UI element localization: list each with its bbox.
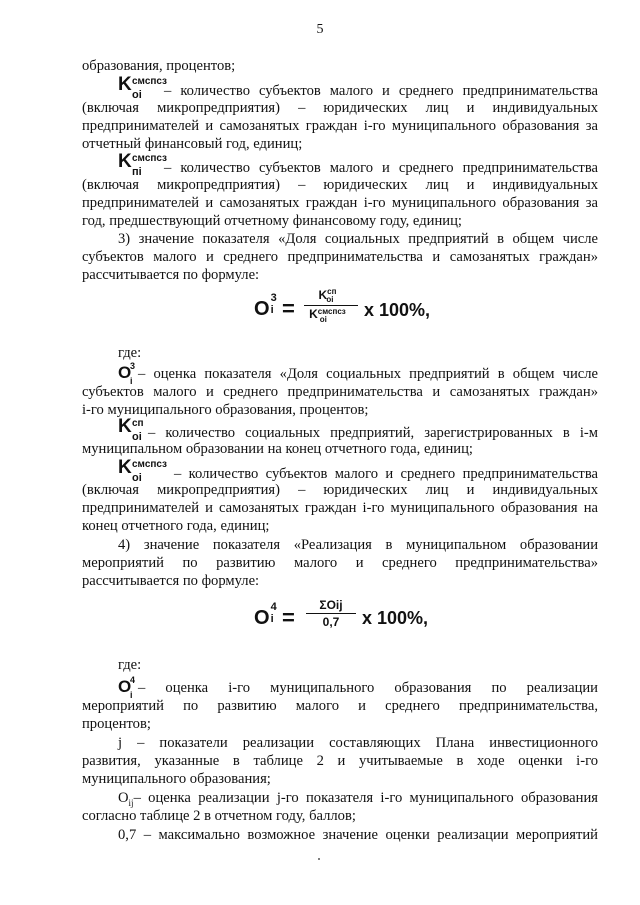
- text-line: $O_{ij}-$ оценка реализации j-го показателя i-го муниципального образования: [118, 790, 598, 808]
- symbol-o-ij: $O_{ij}$: [118, 790, 134, 808]
- text-line: O 3 i – оценка показателя «Доля социальных предприятий в общем числе: [118, 361, 598, 386]
- text-line: развития, указанные в таблице 2 и учитываемые в ходе оценки i-го: [82, 753, 598, 769]
- formula-4-fraction: [306, 598, 356, 629]
- text-line: K сп oi – количество социальных предприятий, зарегистрированных в i-м: [118, 416, 598, 443]
- text-line: муниципальном образовании на конец отчетного года, единиц;: [82, 441, 473, 457]
- formula-3-multiplier: x 100%,: [364, 300, 431, 320]
- formula-3-fraction: [304, 288, 358, 323]
- text-line: где:: [118, 657, 142, 673]
- text-line: (включая микропредприятия) – юридических лиц и индивидуальных: [82, 100, 598, 116]
- text-line: год, предшествующий отчетному финансовому году, единиц;: [82, 213, 462, 229]
- text-line: согласно таблице 2 в отчетном году, баллов;: [82, 808, 356, 824]
- text-line: предпринимателей и самозанятых граждан i-го муниципального образования на: [82, 500, 598, 516]
- text-line: отчетный финансовый год, единиц;: [82, 136, 303, 152]
- text-line: 3) значение показателя «Доля социальных предприятий в общем числе: [118, 231, 598, 247]
- text-line: i-го муниципального образования, процентов;: [82, 402, 369, 418]
- text-line: (включая микропредприятия) – юридических лиц и индивидуальных: [82, 177, 598, 193]
- formula-4-numerator: ΣOij: [319, 598, 343, 612]
- formula-4-denominator: 0,7: [322, 615, 340, 630]
- symbol-o-i-4: O 4 i: [118, 675, 136, 700]
- formula-3-equals: =: [282, 296, 295, 321]
- formula-4-equals: =: [282, 605, 295, 630]
- text-line: O 4 i – оценка i-го муниципального образования по реализации: [118, 675, 598, 700]
- formula-3-lhs: O 3 i: [254, 292, 277, 320]
- text-line: муниципального образования;: [82, 771, 271, 787]
- text-line: 0,7 – максимально возможное значение оценки реализации мероприятий: [118, 827, 598, 843]
- formula-3-denominator: $K^{смспсз}_{oi}$: [309, 307, 346, 325]
- symbol-o-i-3: O 3 i: [118, 361, 136, 386]
- text-line: K смспсз oi – количество субъектов малого и среднего предпринимательства: [118, 457, 598, 484]
- scan-speck: [318, 858, 320, 860]
- text-line: субъектов малого и среднего предпринимательства и самозанятых граждан»: [82, 249, 598, 265]
- symbol-k-smspsz-pi: K смспсз пi: [118, 151, 167, 178]
- text-line: (включая микропредприятия) – юридических лиц и индивидуальных: [82, 482, 598, 498]
- text-line: K смспсз пi – количество субъектов малого и среднего предпринимательства: [118, 151, 598, 178]
- text-line: j – показатели реализации составляющих Плана инвестиционного: [118, 735, 598, 751]
- symbol-k-smspsz-oi: K смспсз oi: [118, 457, 167, 484]
- text-line: предпринимателей и самозанятых граждан i-го муниципального образования за: [82, 118, 598, 134]
- text-line: K смспсз oi – количество субъектов малого и среднего предпринимательства: [118, 74, 598, 101]
- text-line: мероприятий по развитию малого и среднего предпринимательства,: [82, 698, 598, 714]
- page-number: 5: [316, 22, 324, 37]
- text-line: субъектов малого и среднего предпринимательства и самозанятых граждан»: [82, 384, 598, 400]
- text-line: мероприятий по развитию малого и среднего предпринимательства»: [82, 555, 598, 571]
- symbol-k-sp-oi: K сп oi: [118, 416, 144, 443]
- symbol-k-smspsz-oi: K смспсз oi: [118, 74, 167, 101]
- formula-3-numerator: $K^{сп}_{oi}$: [318, 287, 337, 304]
- formula-4-multiplier: x 100%,: [362, 608, 429, 628]
- text-line: рассчитывается по формуле:: [82, 267, 260, 283]
- text-line: предпринимателей и самозанятых граждан i-го муниципального образования за: [82, 195, 598, 211]
- text-line: процентов;: [82, 716, 151, 732]
- text-line: рассчитывается по формуле:: [82, 573, 260, 589]
- text-line: где:: [118, 345, 142, 361]
- formula-4-lhs: O 4 i: [254, 601, 277, 629]
- text-line: образования, процентов;: [82, 58, 236, 74]
- text-line: конец отчетного года, единиц;: [82, 518, 270, 534]
- text-line: 4) значение показателя «Реализация в муниципальном образовании: [118, 537, 598, 553]
